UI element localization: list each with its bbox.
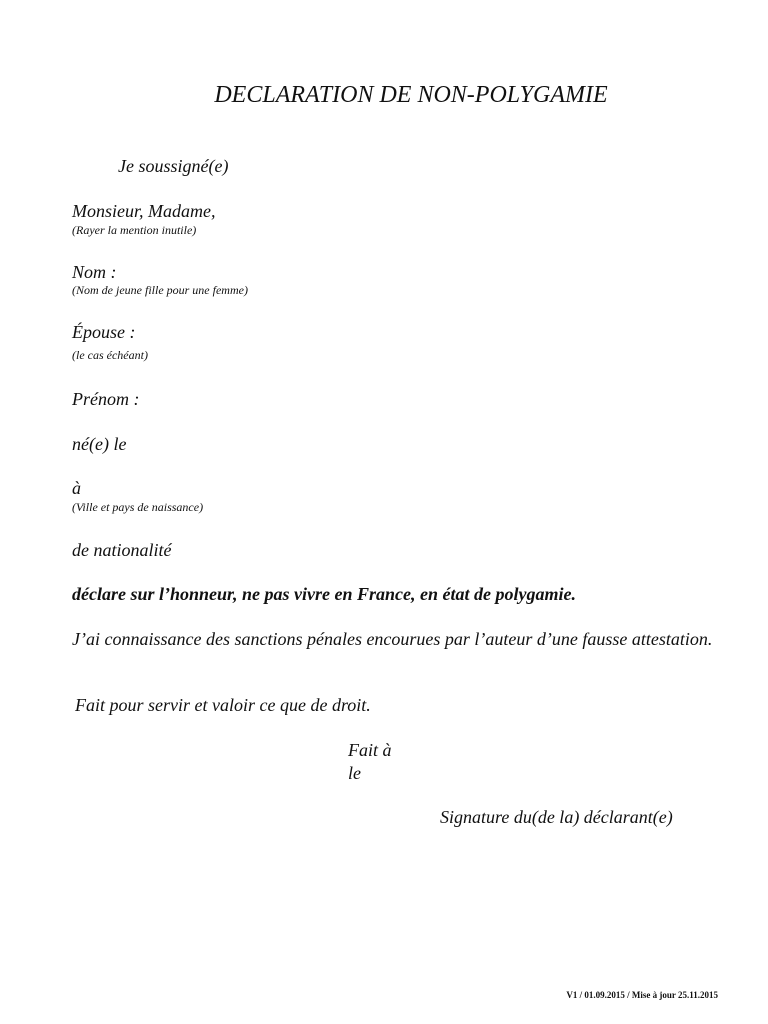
spouse-note: (le cas échéant) (72, 348, 148, 362)
birth-place-label: à (72, 478, 81, 498)
document-title: DECLARATION DE NON-POLYGAMIE (214, 82, 608, 108)
civility-note: (Rayer la mention inutile) (72, 223, 197, 237)
name-label: Nom : (72, 262, 117, 282)
birth-date-label: né(e) le (72, 434, 127, 454)
civility-label: Monsieur, Madame, (72, 201, 216, 221)
purpose-text: Fait pour servir et valoir ce que de droit. (75, 695, 371, 715)
version-footer: V1 / 01.09.2015 / Mise à jour 25.11.2015 (566, 990, 718, 1000)
name-note: (Nom de jeune fille pour une femme) (72, 283, 248, 297)
spouse-label: Épouse : (72, 322, 136, 342)
nationality-label: de nationalité (72, 540, 172, 560)
done-on-label: le (348, 763, 361, 783)
penal-awareness-text: J’ai connaissance des sanctions pénales encourues par l’auteur d’une fausse attestation. (72, 629, 713, 649)
first-name-label: Prénom : (72, 389, 140, 409)
done-at-label: Fait à (348, 740, 392, 760)
undersigned-label: Je soussigné(e) (118, 156, 229, 176)
honor-declaration: déclare sur l’honneur, ne pas vivre en France, en état de polygamie. (72, 584, 576, 604)
birth-place-note: (Ville et pays de naissance) (72, 500, 204, 514)
signature-label: Signature du(de la) déclarant(e) (440, 807, 673, 827)
